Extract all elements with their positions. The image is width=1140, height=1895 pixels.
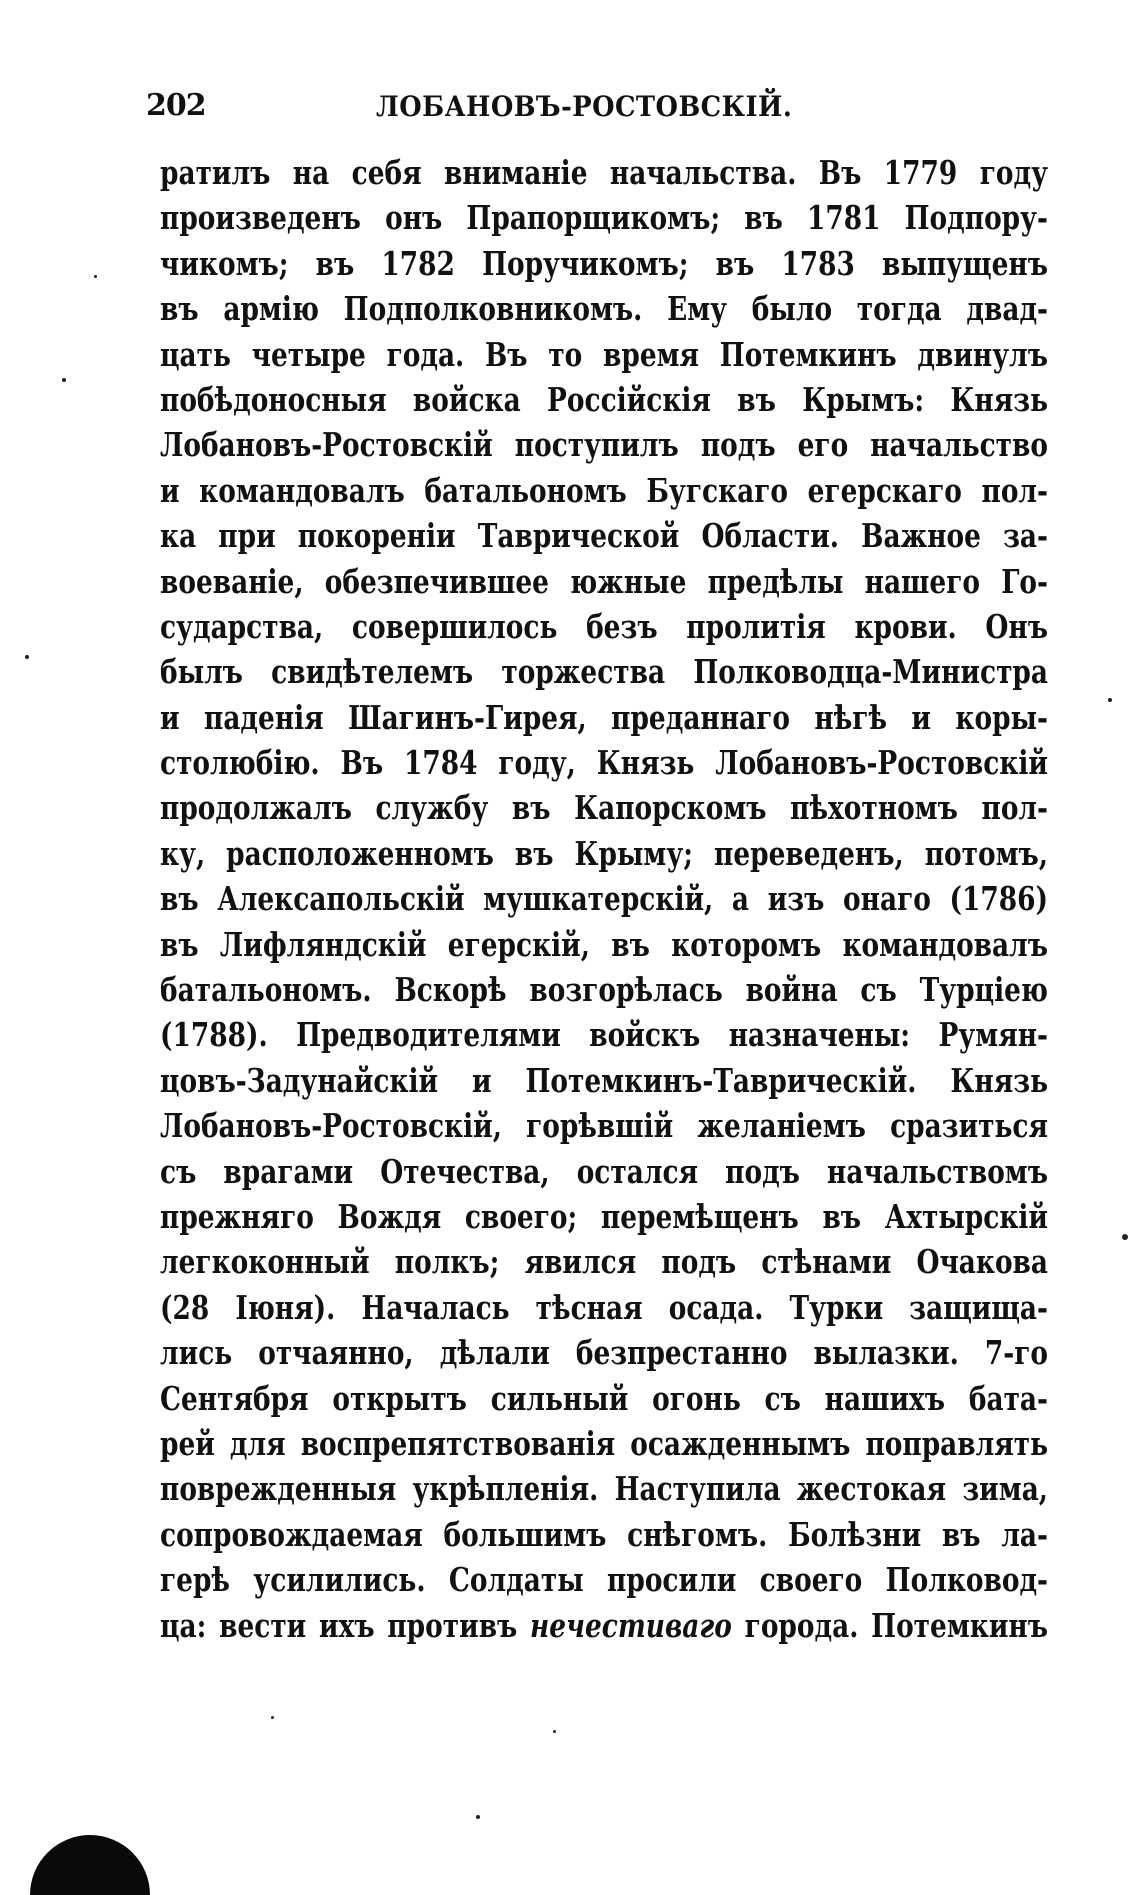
text-line: ку, расположенномъ въ Крыму; переведенъ, потомъ, [160,833,1048,873]
text-line: столюбію. Въ 1784 году, Князь Лобановъ-Ростовскій [160,743,1048,783]
text-line: рей для воспрепятствованія осажденнымъ поправлять [160,1423,1048,1463]
text-line: произведенъ онъ Прапорщикомъ; въ 1781 Подпору- [160,198,1048,238]
ink-speck [25,655,29,659]
ink-speck [62,378,66,382]
text-line: ратилъ на себя вниманіе начальства. Въ 1779 году [160,153,1048,192]
text-line: сопровождаемая большимъ снѣгомъ. Болѣзни въ ла- [160,1514,1048,1554]
ink-speck [1108,698,1112,702]
text-line: батальономъ. Вскорѣ возгорѣлась война съ Турціею [160,970,1048,1010]
text-line: въ Алексапольскій мушкатерскій, а изъ онаго (1786) [160,879,1048,919]
text-line: ка при покореніи Таврической Области. Важное за- [160,516,1048,556]
text-line: Лобановъ-Ростовскій поступилъ подъ его начальство [160,425,1048,465]
text-line: прежняго Вождя своего; перемѣщенъ въ Ахтырскій [160,1196,1048,1236]
text-line: легкоконный полкъ; явился подъ стѣнами Очакова [160,1242,1048,1282]
ink-speck [553,1730,556,1733]
body-text [160,150,1050,1648]
text-line: былъ свидѣтелемъ торжества Полководца-Министра [160,652,1048,692]
ink-speck [94,275,97,278]
ink-speck [271,1716,274,1719]
text-line: цовъ-Задунайскій и Потемкинъ-Таврическій. Князь [160,1060,1048,1100]
ink-speck [476,1815,480,1819]
text-line: лись отчаянно, дѣлали безпрестанно вылазки. 7-го [160,1333,1048,1373]
text-line: воеваніе, обезпечившее южные предѣлы нашего Го- [160,561,1048,601]
last-line-end: города. Потемкинъ [731,1605,1048,1645]
text-line: цать четыре года. Въ то время Потемкинъ двинулъ [160,334,1048,374]
text-line: (1788). Предводителями войскъ назначены: Румян- [160,1015,1048,1055]
text-line: въ армію Подполковникомъ. Ему было тогда двад- [160,289,1048,329]
text-line: (28 Іюня). Началась тѣсная осада. Турки защища- [160,1287,1048,1327]
text-line: чикомъ; въ 1782 Поручикомъ; въ 1783 выпущенъ [160,243,1048,283]
italic-word: нечестиваго [530,1605,732,1645]
text-line: поврежденныя укрѣпленія. Наступила жестокая зима, [160,1469,1048,1509]
text-line: побѣдоносныя войска Россійскія въ Крымъ: Князь [160,379,1048,419]
text-line: Сентября открытъ сильный огонь съ нашихъ бата- [160,1378,1048,1418]
text-line: съ врагами Отечества, остался подъ начальствомъ [160,1151,1048,1191]
running-head: ЛОБАНОВЪ-РОСТОВСКІЙ. [376,90,793,123]
text-line: герѣ усилились. Солдаты просили своего Полковод- [160,1560,1048,1600]
text-line: Лобановъ-Ростовскій, горѣвшій желаніемъ сразиться [160,1106,1048,1146]
text-line: продолжалъ службу въ Капорскомъ пѣхотномъ пол- [160,788,1048,828]
text-line-last [160,1603,1048,1648]
text-line: сударства, совершилось безъ пролитія крови. Онъ [160,606,1048,646]
ink-speck [1122,1234,1128,1240]
page-edge-blot [30,1835,150,1895]
last-line-start: ца: вести ихъ противъ [160,1605,531,1645]
text-line: и паденія Шагинъ-Гирея, преданнаго нѣгѣ и коры- [160,697,1048,737]
page-number: 202 [146,88,206,123]
text-line: и командовалъ батальономъ Бугскаго егерскаго пол- [160,470,1048,510]
text-line: въ Лифляндскій егерскій, въ которомъ командовалъ [160,924,1048,964]
page-header [146,88,1046,128]
